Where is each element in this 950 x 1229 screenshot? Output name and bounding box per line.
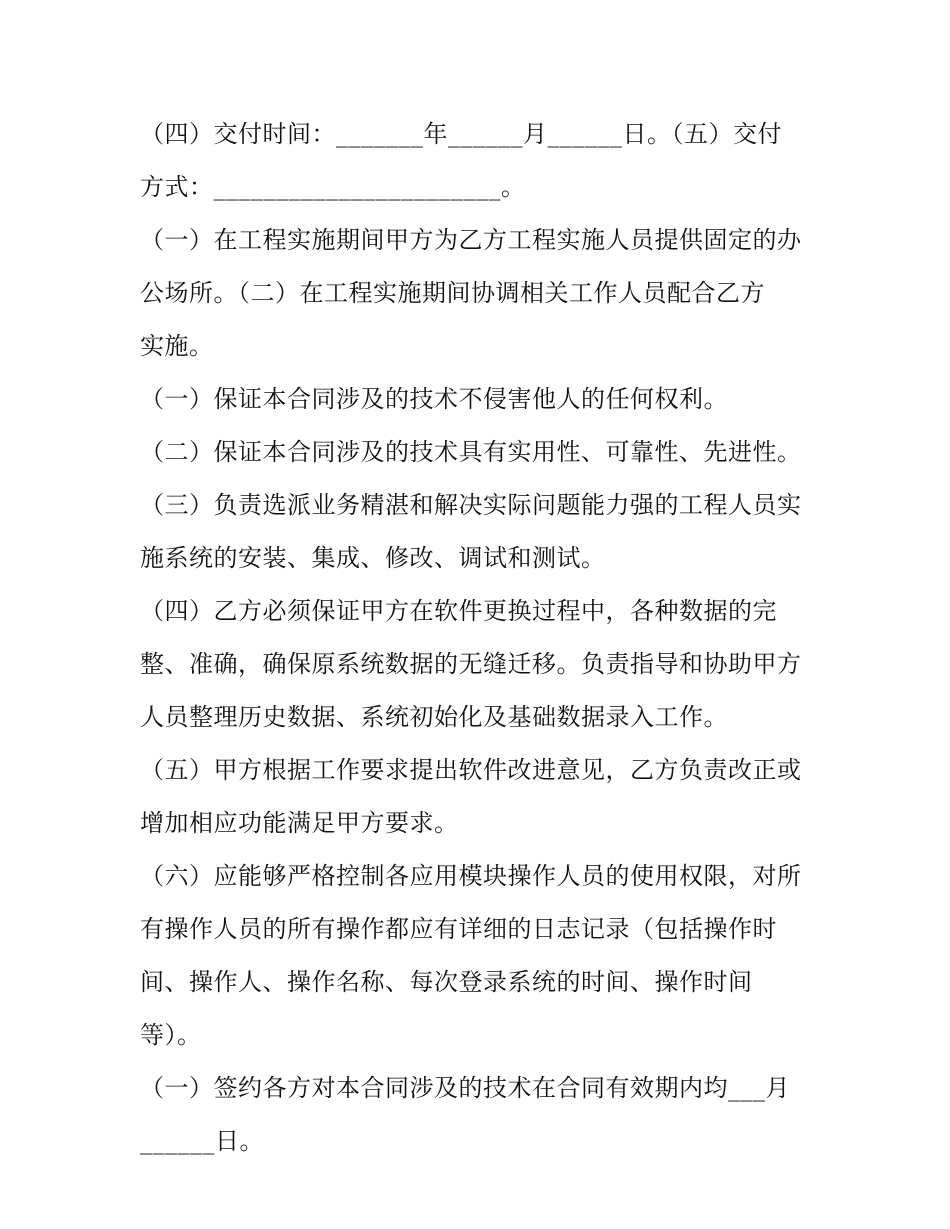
document-page <box>140 108 820 1168</box>
text-line: 实施。 <box>140 332 214 360</box>
text-line: （四）乙方必须保证甲方在软件更换过程中，各种数据的完 <box>140 597 777 625</box>
text-line: 增加相应功能满足甲方要求。 <box>140 809 459 837</box>
text-line: 整、准确，确保原系统数据的无缝迁移。负责指导和协助甲方 <box>140 650 802 678</box>
text-line: （一）保证本合同涉及的技术不侵害他人的任何权利。 <box>140 385 728 413</box>
text-line: （二）保证本合同涉及的技术具有实用性、可靠性、先进性。 <box>140 438 802 466</box>
text-line: 人员整理历史数据、系统初始化及基础数据录入工作。 <box>140 703 728 731</box>
text-line: 公场所。（二）在工程实施期间协调相关工作人员配合乙方 <box>140 279 765 307</box>
text-line: （三）负责选派业务精湛和解决实际问题能力强的工程人员实 <box>140 491 802 519</box>
text-line: （一）签约各方对本合同涉及的技术在合同有效期内均___月 <box>140 1074 790 1102</box>
text-line: 有操作人员的所有操作都应有详细的日志记录（包括操作时 <box>140 915 777 943</box>
text-line: ______日。 <box>140 1127 264 1155</box>
text-line: 施系统的安装、集成、修改、调试和测试。 <box>140 544 606 572</box>
text-line: 方式：_______________________。 <box>140 173 526 201</box>
text-line: 间、操作人、操作名称、每次登录系统的时间、操作时间 <box>140 968 753 996</box>
text-line: （四）交付时间：_______年______月______日。（五）交付 <box>140 120 782 148</box>
text-line: （五）甲方根据工作要求提出软件改进意见，乙方负责改正或 <box>140 756 802 784</box>
text-line: （六）应能够严格控制各应用模块操作人员的使用权限，对所 <box>140 862 802 890</box>
text-line: 等）。 <box>140 1021 202 1049</box>
text-line: （一）在工程实施期间甲方为乙方工程实施人员提供固定的办 <box>140 226 802 254</box>
